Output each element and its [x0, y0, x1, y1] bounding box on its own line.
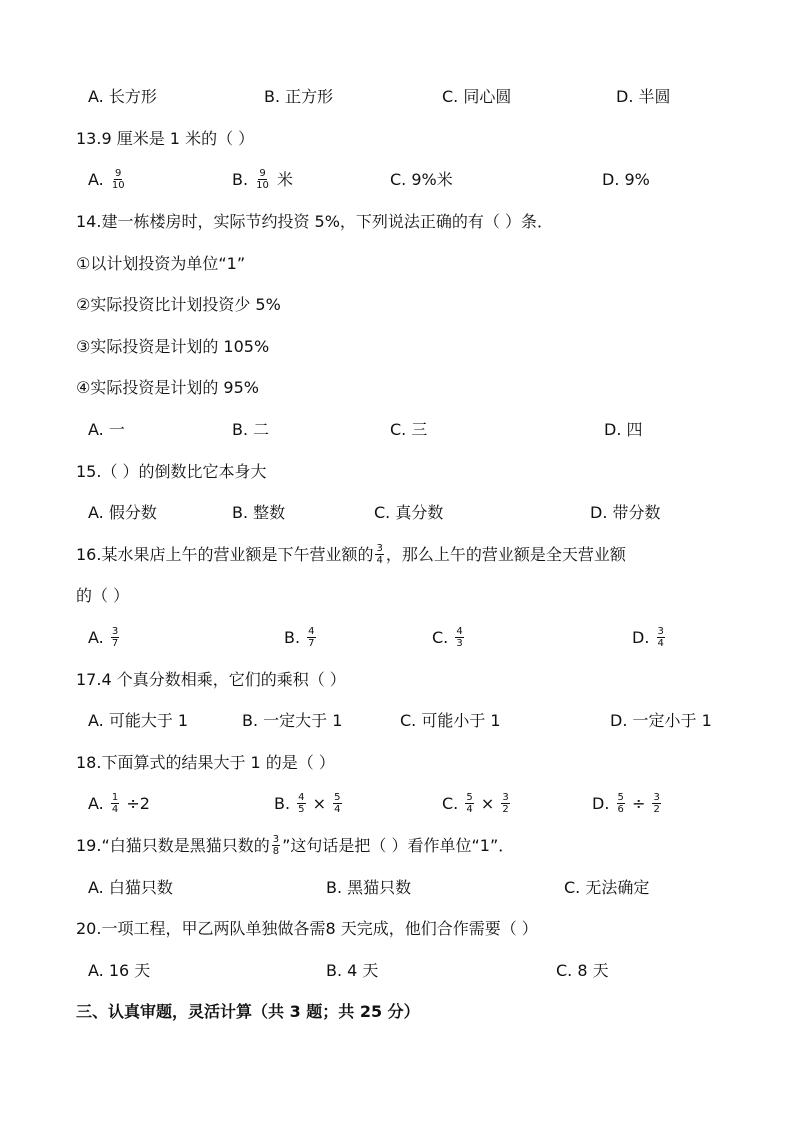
q13-option-c[interactable]: C. 9%米 [390, 170, 453, 189]
q16-option-c[interactable] [432, 626, 466, 650]
q16-b-prefix: B. [284, 628, 301, 647]
q16-stem [76, 543, 734, 567]
q14-stem: 14.建一栋楼房时，实际节约投资 5%，下列说法正确的有（ ）条． [76, 212, 554, 231]
q18-a-numerator: 1 [111, 792, 119, 803]
q20-option-a[interactable]: A. 16 天 [88, 961, 151, 980]
q19-option-a[interactable]: A. 白猫只数 [88, 878, 173, 897]
q18-c-fraction-2 [501, 792, 509, 815]
q18-c-prefix: C. [442, 794, 459, 813]
q16-stem-post: ，那么上午的营业额是全天营业额 [385, 545, 626, 564]
q12-option-d[interactable]: D. 半圆 [616, 87, 671, 106]
q15-option-b[interactable]: B. 整数 [232, 503, 286, 522]
q17-option-b[interactable]: B. 一定大于 1 [242, 711, 343, 730]
q13-a-numerator: 9 [115, 168, 122, 179]
q18-b-operator: × [312, 794, 327, 813]
q13-option-d[interactable]: D. 9% [602, 170, 650, 189]
q18-b-fraction-2 [333, 792, 341, 815]
q18-option-b[interactable] [274, 792, 344, 816]
q18-d-fraction-1 [617, 792, 625, 815]
q18-a-fraction [111, 792, 119, 815]
q18-b-numerator-2: 5 [334, 792, 341, 803]
q18-d-denominator-1: 6 [617, 804, 624, 815]
q14-statement-3: ③实际投资是计划的 105% [76, 337, 270, 356]
q16-d-numerator: 3 [657, 626, 664, 637]
q15-option-c[interactable]: C. 真分数 [374, 503, 444, 522]
q16-stem-fraction [375, 543, 383, 566]
q18-c-operator: × [480, 794, 495, 813]
q16-a-denominator: 7 [111, 638, 119, 649]
q20-option-c[interactable]: C. 8 天 [556, 961, 609, 980]
q18-b-prefix: B. [274, 794, 291, 813]
q16-option-d[interactable] [632, 626, 667, 650]
q16-a-prefix: A. [88, 628, 104, 647]
q18-option-d[interactable] [592, 792, 663, 816]
q19-stem-fraction [272, 834, 280, 857]
q18-a-tail: ÷2 [126, 794, 150, 813]
q19-stem [76, 834, 734, 858]
q16-stem-numerator: 3 [376, 543, 383, 554]
q13-b-numerator: 9 [259, 168, 266, 179]
q13-a-prefix: A. [88, 170, 104, 189]
q18-stem: 18.下面算式的结果大于 1 的是（ ） [76, 753, 335, 772]
q14-option-a[interactable]: A. 一 [88, 420, 125, 439]
q13-b-denominator: 10 [256, 180, 269, 191]
q18-b-denominator-2: 4 [334, 804, 341, 815]
q18-a-prefix: A. [88, 794, 104, 813]
q16-d-denominator: 4 [657, 638, 664, 649]
q17-option-d[interactable]: D. 一定小于 1 [610, 711, 712, 730]
q16-c-numerator: 4 [456, 626, 463, 637]
q18-c-numerator-1: 5 [466, 792, 473, 803]
q17-option-c[interactable]: C. 可能小于 1 [400, 711, 501, 730]
q16-c-denominator: 3 [456, 638, 463, 649]
q18-d-fraction-2 [652, 792, 660, 815]
q14-option-d[interactable]: D. 四 [604, 420, 643, 439]
q19-stem-denominator: 8 [272, 846, 280, 857]
q18-d-operator: ÷ [631, 794, 646, 813]
q18-d-numerator-2: 3 [653, 792, 660, 803]
q19-option-c[interactable]: C. 无法确定 [564, 878, 650, 897]
q16-d-prefix: D. [632, 628, 650, 647]
q18-b-fraction-1 [297, 792, 305, 815]
q13-stem: 13.9 厘米是 1 米的（ ） [76, 129, 255, 148]
q16-option-b[interactable] [284, 626, 318, 650]
q16-a-fraction [111, 626, 119, 649]
q16-stem-pre: 16.某水果店上午的营业额是下午营业额的 [76, 545, 374, 564]
q16-stem-line2: 的（ ） [76, 586, 130, 605]
q13-a-fraction [111, 168, 126, 191]
q13-b-prefix: B. [232, 170, 249, 189]
q16-b-fraction [307, 626, 315, 649]
q15-option-a[interactable]: A. 假分数 [88, 503, 157, 522]
q18-d-denominator-2: 2 [653, 804, 660, 815]
q16-b-denominator: 7 [308, 638, 315, 649]
q16-option-a[interactable] [88, 626, 121, 650]
q16-b-numerator: 4 [308, 626, 315, 637]
q14-statement-2: ②实际投资比计划投资少 5% [76, 295, 281, 314]
q16-a-numerator: 3 [111, 626, 119, 637]
q19-option-b[interactable]: B. 黑猫只数 [326, 878, 412, 897]
section-3-heading: 三、认真审题，灵活计算（共 3 题；共 25 分） [76, 1002, 420, 1021]
q18-option-a[interactable] [88, 792, 150, 816]
q18-b-denominator-1: 5 [298, 804, 305, 815]
q17-option-a[interactable]: A. 可能大于 1 [88, 711, 189, 730]
q19-stem-numerator: 3 [272, 834, 280, 845]
q18-d-prefix: D. [592, 794, 610, 813]
q18-c-denominator-1: 4 [466, 804, 473, 815]
q14-option-c[interactable]: C. 三 [390, 420, 428, 439]
q13-b-suffix: 米 [276, 170, 293, 189]
q12-option-c[interactable]: C. 同心圆 [442, 87, 512, 106]
q18-c-denominator-2: 2 [502, 804, 509, 815]
q12-option-a[interactable]: A. 长方形 [88, 87, 157, 106]
q20-stem: 20.一项工程，甲乙两队单独做各需8 天完成，他们合作需要（ ） [76, 919, 538, 938]
q13-a-denominator: 10 [111, 180, 125, 191]
q16-c-fraction [455, 626, 463, 649]
q15-stem: 15.（ ）的倒数比它本身大 [76, 462, 267, 481]
q18-c-fraction-1 [465, 792, 473, 815]
q19-stem-pre: 19.“白猫只数是黑猫只数的 [76, 836, 270, 855]
q16-stem-denominator: 4 [376, 555, 383, 566]
q18-a-denominator: 4 [111, 804, 119, 815]
q14-statement-4: ④实际投资是计划的 95% [76, 378, 259, 397]
q16-c-prefix: C. [432, 628, 449, 647]
q14-statement-1: ①以计划投资为单位“1” [76, 254, 246, 273]
q18-d-numerator-1: 5 [617, 792, 624, 803]
q17-stem: 17.4 个真分数相乘，它们的乘积（ ） [76, 670, 346, 689]
q13-option-b[interactable] [232, 168, 293, 192]
q14-option-b[interactable]: B. 二 [232, 420, 270, 439]
q20-option-b[interactable]: B. 4 天 [326, 961, 379, 980]
q15-option-d[interactable]: D. 带分数 [590, 503, 661, 522]
q12-option-b[interactable]: B. 正方形 [264, 87, 334, 106]
q18-c-numerator-2: 3 [502, 792, 509, 803]
q18-option-c[interactable] [442, 792, 512, 816]
q19-stem-post: ”这句话是把（ ）看作单位“1”． [282, 836, 515, 855]
q13-option-a[interactable] [88, 168, 128, 192]
q13-b-fraction [255, 168, 270, 191]
q18-b-numerator-1: 4 [298, 792, 305, 803]
q16-d-fraction [657, 626, 665, 649]
